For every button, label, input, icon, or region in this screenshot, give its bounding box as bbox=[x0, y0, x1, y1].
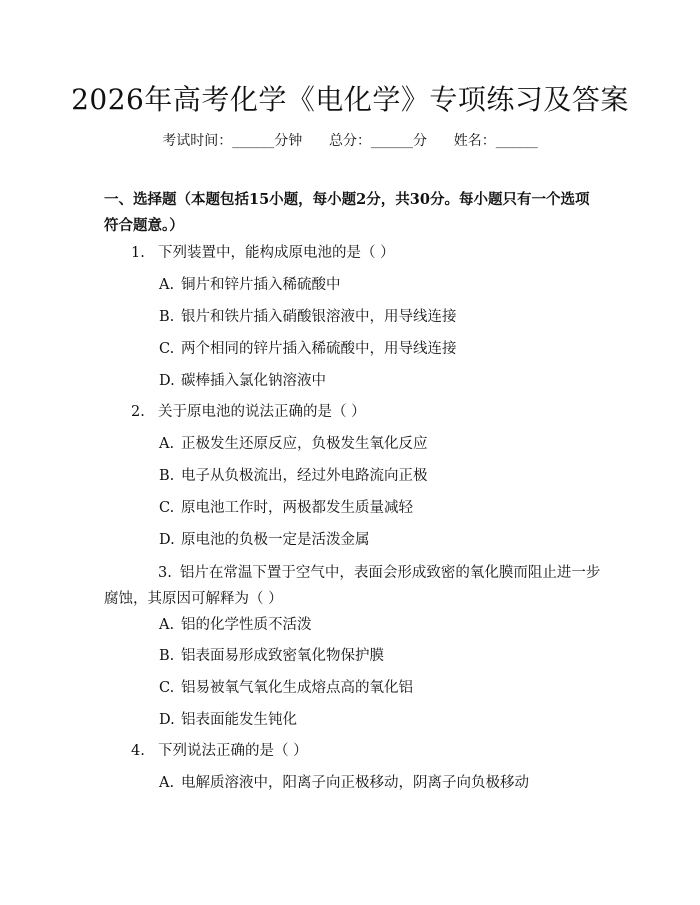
question-4 bbox=[131, 740, 601, 762]
question-text: 下列装置中，能构成原电池的是（ ） bbox=[158, 245, 395, 261]
question-1-option-b bbox=[159, 306, 599, 328]
option-text: 原电池的负极一定是活泼金属 bbox=[181, 532, 370, 548]
option-text: 两个相同的锌片插入稀硫酸中，用导线连接 bbox=[181, 341, 457, 357]
question-text: 关于原电池的说法正确的是（ ） bbox=[158, 404, 366, 420]
question-text: 下列说法正确的是（ ） bbox=[158, 743, 308, 759]
option-letter: D. bbox=[159, 532, 175, 548]
option-text: 铝的化学性质不活泼 bbox=[181, 617, 312, 633]
question-2-option-a bbox=[159, 433, 599, 455]
question-1-option-d bbox=[159, 370, 599, 392]
option-letter: C. bbox=[159, 680, 175, 696]
option-text: 碳棒插入氯化钠溶液中 bbox=[181, 373, 326, 389]
question-text: 铝片在常温下置于空气中，表面会形成致密的氧化膜而阻止进一步腐蚀，其原因可解释为（ ） bbox=[104, 565, 601, 607]
question-3-option-b bbox=[159, 645, 599, 667]
question-number: 1. bbox=[131, 245, 145, 261]
exam-info-line: 考试时间：______分钟 总分：______分 姓名：______ bbox=[162, 133, 538, 149]
option-letter: C. bbox=[159, 500, 175, 516]
option-letter: B. bbox=[159, 468, 175, 484]
question-3 bbox=[104, 560, 602, 612]
option-text: 铝表面能发生钝化 bbox=[181, 712, 297, 728]
question-1-option-a bbox=[159, 274, 599, 296]
question-3-option-a bbox=[159, 614, 599, 636]
question-4-option-a bbox=[159, 772, 599, 794]
question-number: 3. bbox=[158, 565, 172, 581]
option-letter: D. bbox=[159, 373, 175, 389]
option-text: 铝表面易形成致密氧化物保护膜 bbox=[181, 648, 384, 664]
option-letter: A. bbox=[159, 617, 175, 633]
question-2 bbox=[131, 401, 601, 423]
question-1-option-c bbox=[159, 338, 599, 360]
option-letter: C. bbox=[159, 341, 175, 357]
question-3-option-c bbox=[159, 677, 599, 699]
option-letter: D. bbox=[159, 712, 175, 728]
question-2-option-c bbox=[159, 497, 599, 519]
question-3-option-d bbox=[159, 709, 599, 731]
section-heading: 一、选择题（本题包括15小题，每小题2分，共30分。每小题只有一个选项符合题意。） bbox=[104, 191, 590, 234]
question-2-option-b bbox=[159, 465, 599, 487]
option-letter: A. bbox=[159, 436, 175, 452]
option-letter: A. bbox=[159, 277, 175, 293]
document-title: 2026年高考化学《电化学》专项练习及答案 bbox=[71, 83, 629, 116]
option-text: 正极发生还原反应，负极发生氧化反应 bbox=[181, 436, 428, 452]
option-text: 电子从负极流出，经过外电路流向正极 bbox=[181, 468, 428, 484]
option-letter: A. bbox=[159, 775, 175, 791]
question-number: 4. bbox=[131, 743, 145, 759]
question-1 bbox=[131, 242, 601, 264]
option-text: 原电池工作时，两极都发生质量减轻 bbox=[181, 500, 413, 516]
option-letter: B. bbox=[159, 309, 175, 325]
option-letter: B. bbox=[159, 648, 175, 664]
option-text: 银片和铁片插入硝酸银溶液中，用导线连接 bbox=[181, 309, 457, 325]
option-text: 铝易被氧气氧化生成熔点高的氧化铝 bbox=[181, 680, 413, 696]
option-text: 铜片和锌片插入稀硫酸中 bbox=[181, 277, 341, 293]
question-number: 2. bbox=[131, 404, 145, 420]
question-2-option-d bbox=[159, 529, 599, 551]
option-text: 电解质溶液中，阳离子向正极移动，阴离子向负极移动 bbox=[181, 775, 529, 791]
